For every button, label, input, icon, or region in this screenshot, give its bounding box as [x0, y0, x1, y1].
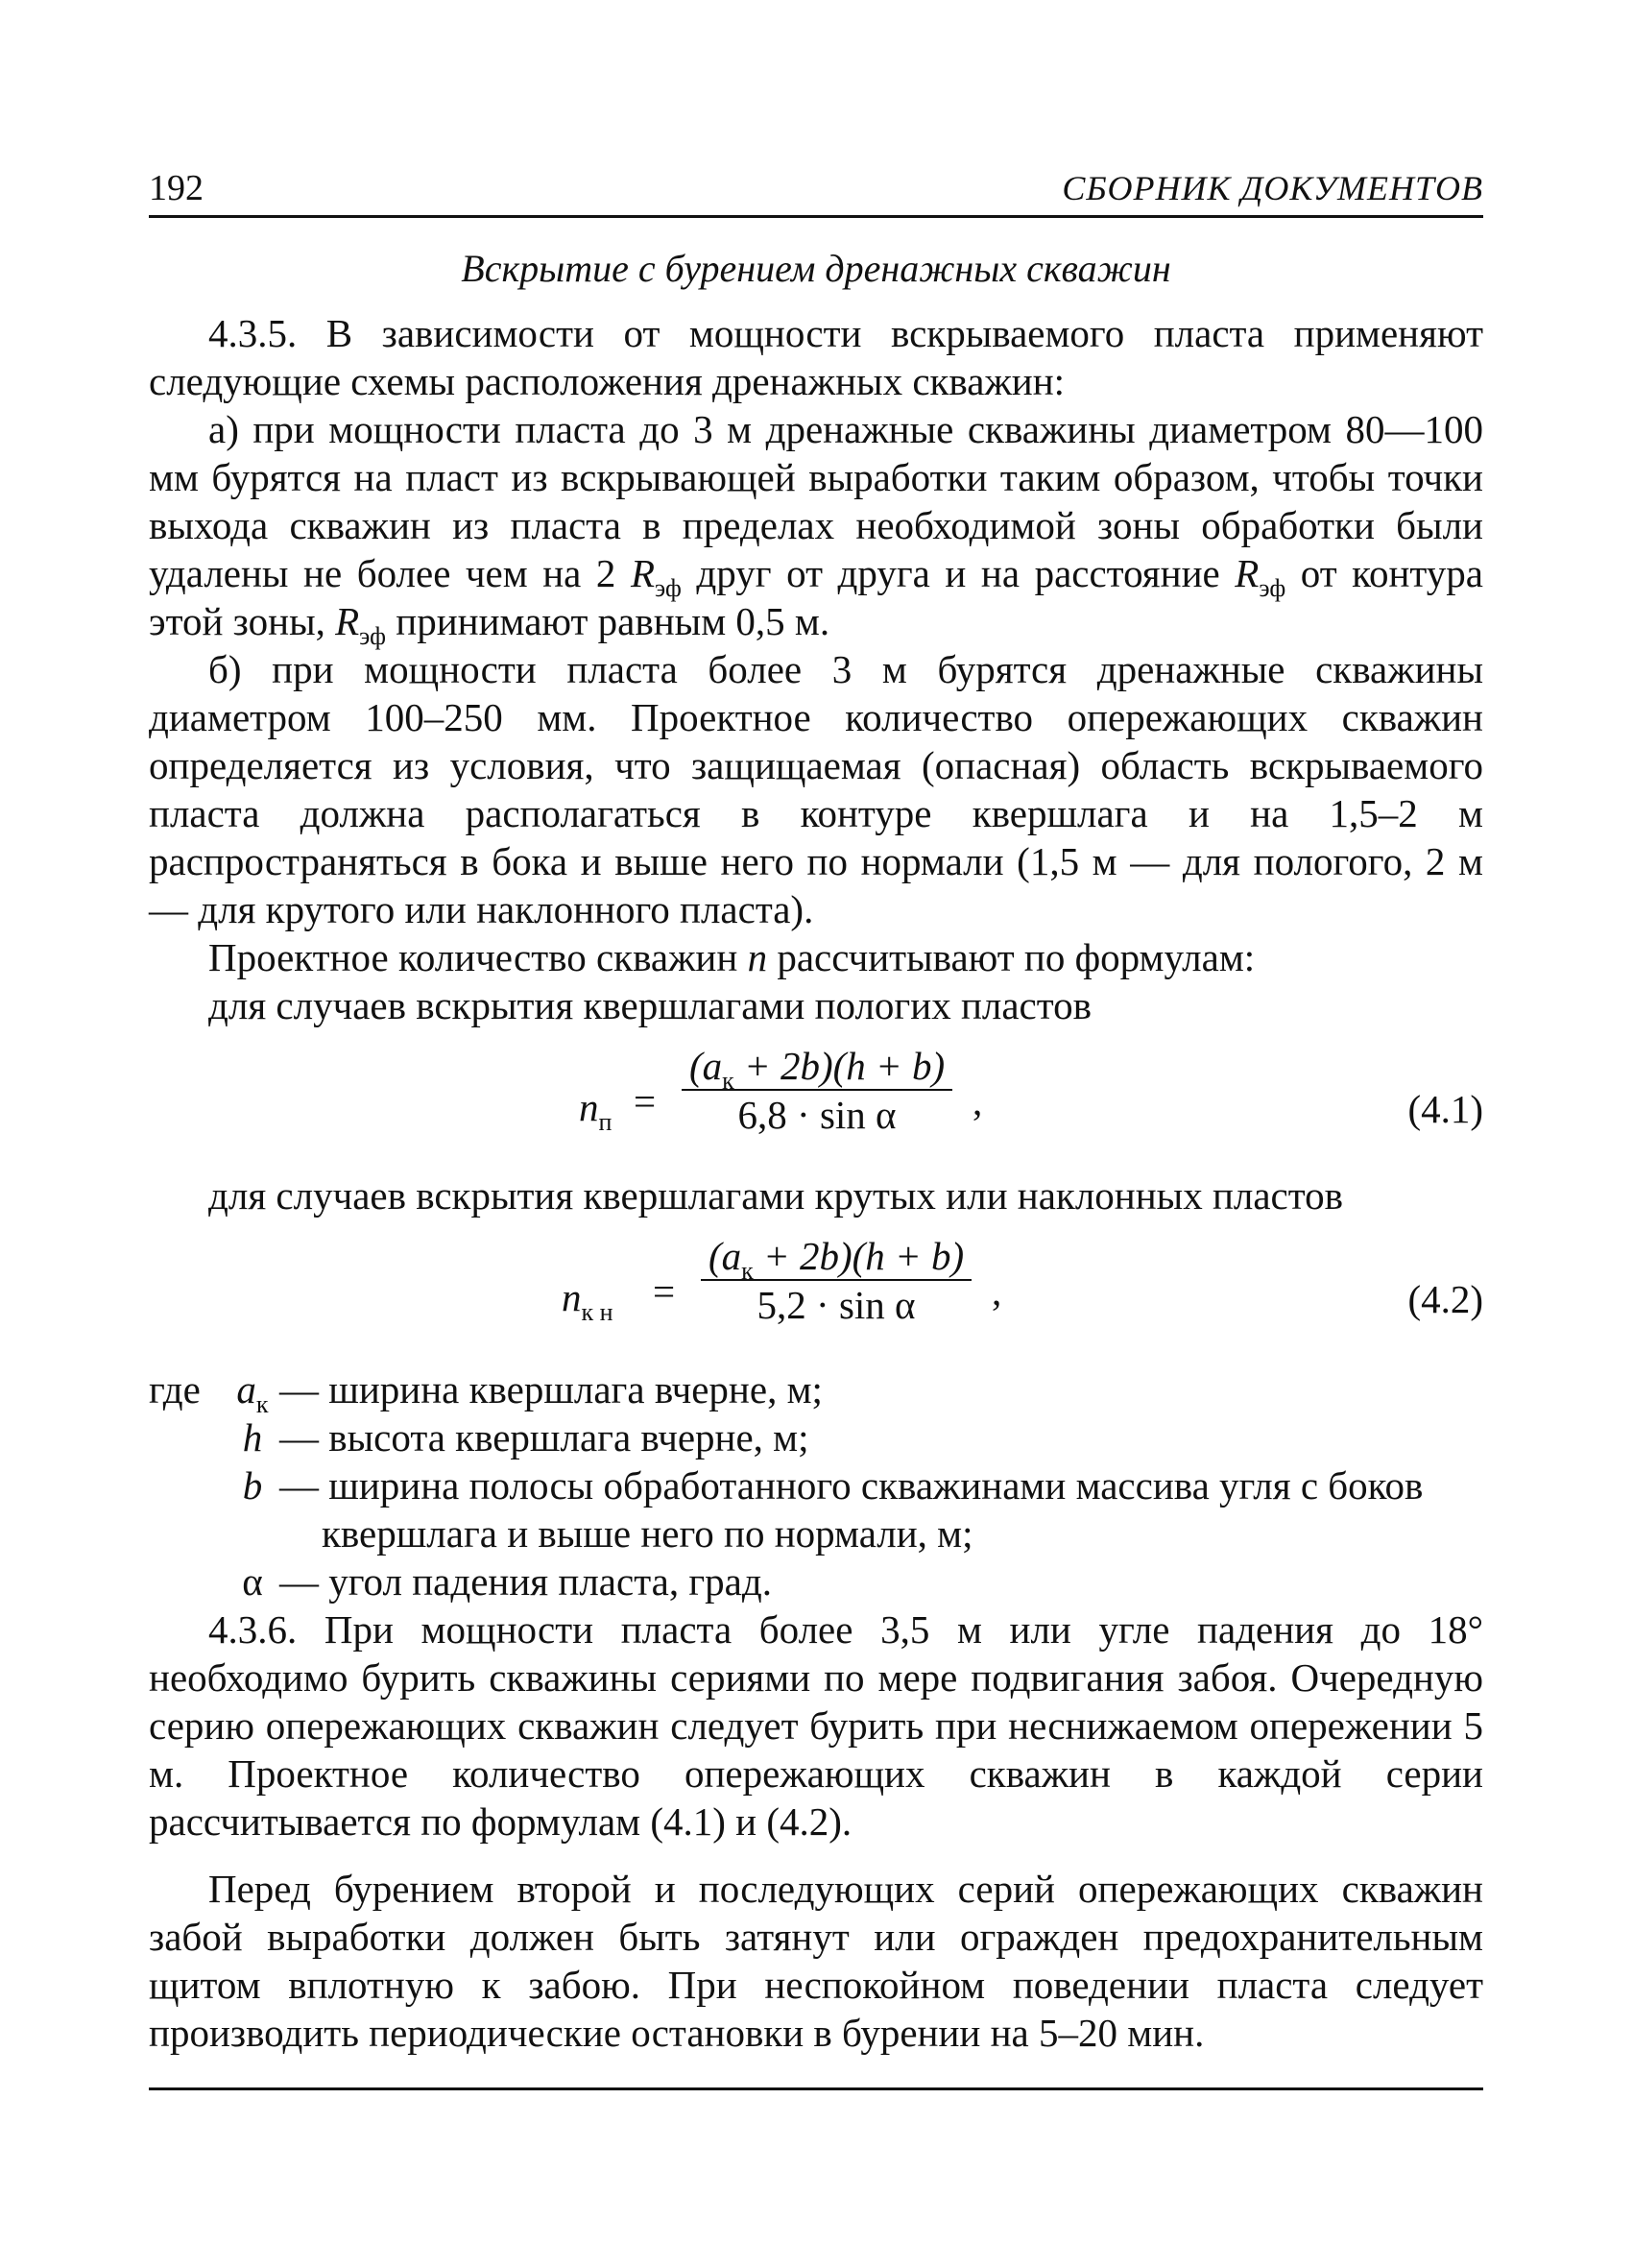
formula-4-2 [149, 1219, 1483, 1362]
formula-numerator: $(a_к + 2b)(h + b)$ [701, 1233, 972, 1281]
formula-fraction [701, 1233, 972, 1329]
definition-text: — угол падения пласта, град. [279, 1559, 772, 1604]
formula-denominator: 6,8 · sin α [737, 1093, 897, 1137]
formula-number: (4.1) [1407, 1087, 1483, 1131]
bottom-rule [149, 2087, 1483, 2090]
definitions-where: где [149, 1367, 201, 1411]
formula-number: (4.2) [1407, 1277, 1483, 1321]
definition-symbol: h [242, 1415, 263, 1460]
formula-equals: = [634, 1079, 657, 1123]
definition-item [149, 1557, 1483, 1605]
section-title: Вскрытие с бурением дренажных скважин [461, 247, 1171, 290]
paragraph-final: Перед бурением второй и последующих серий опережающих скважин забой выработки должен быть затянут или огражден предохранительным щитом вплотную к забою. При неспокойном поведении пласта следует производить периодические остановки в бурении на 5–20 мин. [149, 1867, 1483, 2055]
paragraph-4-3-6: 4.3.6. При мощности пласта более 3,5 м или угле падения до 18° необходимо бурить скважины сериями по мере подвигания забоя. Очередную серию опережающих скважин следует бурить при неснижаемом опережении 5 м. Проектное количество опережающих скважин в каждой серии рассчитывается по формулам (4.1) и (4.2). [149, 1607, 1483, 1844]
definition-symbol: b [242, 1463, 263, 1508]
definitions-list [149, 1365, 1483, 1605]
definition-item [149, 1413, 1483, 1461]
paragraph-item-a: а) при мощности пласта до 3 м дренажные скважины диаметром 80—100 мм бурятся на пласт из вскрывающей выработки таким образом, чтобы точки выхода скважин из пласта в пределах необходимой зоны обработки были удалены не более чем на 2 $R_{эф}$ друг от друга и на расстояние $R_{эф}$ от контура этой зоны, $R_{эф}$ принимают равным 0,5 м. [149, 407, 1484, 650]
definition-text: — высота квершлага вчерне, м; [279, 1415, 809, 1460]
formula-lhs: $n_п$ [579, 1085, 612, 1136]
definition-text: — ширина полосы обработанного скважинами массива угля с боков квершлага и выше него по нормали, м; [279, 1463, 1424, 1556]
formula-fraction [682, 1043, 952, 1139]
paragraph-count: Проектное количество скважин n рассчитывают по формулам: [208, 935, 1256, 979]
definition-item [149, 1461, 1483, 1557]
formula-lhs: $n_{к н}$ [562, 1275, 613, 1326]
definition-symbol: $a_к$ [236, 1367, 269, 1418]
paragraph-item-b: б) при мощности пласта более 3 м бурятся дренажные скважины диаметром 100–250 мм. Проектное количество опережающих скважин определяется из условия, что защищаемая (опасная) область вскрываемого пласта должна располагаться в контуре квершлага и на 1,5–2 м распространяться в бока и выше него по нормали (1,5 м — для пологого, 2 м — для крутого или наклонного пласта). [149, 647, 1483, 931]
body-text [149, 309, 1483, 2057]
formula-4-1 [149, 1029, 1483, 1171]
formula-numerator: $(a_к + 2b)(h + b)$ [682, 1043, 952, 1091]
running-head: СБОРНИК ДОКУМЕНТОВ [1062, 169, 1483, 207]
definition-item [149, 1365, 1483, 1418]
definition-symbol: α [242, 1559, 263, 1604]
formula-denominator: 5,2 · sin α [756, 1283, 916, 1327]
paragraph-4-3-5: 4.3.5. В зависимости от мощности вскрываемого пласта применяют следующие схемы расположения дренажных скважин: [149, 311, 1483, 403]
formula-comma: , [992, 1269, 1002, 1314]
paragraph-case-1: для случаев вскрытия квершлагами пологих пластов [208, 983, 1092, 1027]
formula-comma: , [973, 1079, 983, 1123]
definition-text: — ширина квершлага вчерне, м; [279, 1367, 823, 1411]
page-header [149, 165, 1483, 218]
formula-equals: = [653, 1269, 676, 1314]
page-number: 192 [149, 168, 204, 208]
paragraph-case-2: для случаев вскрытия квершлагами крутых или наклонных пластов [208, 1173, 1343, 1218]
